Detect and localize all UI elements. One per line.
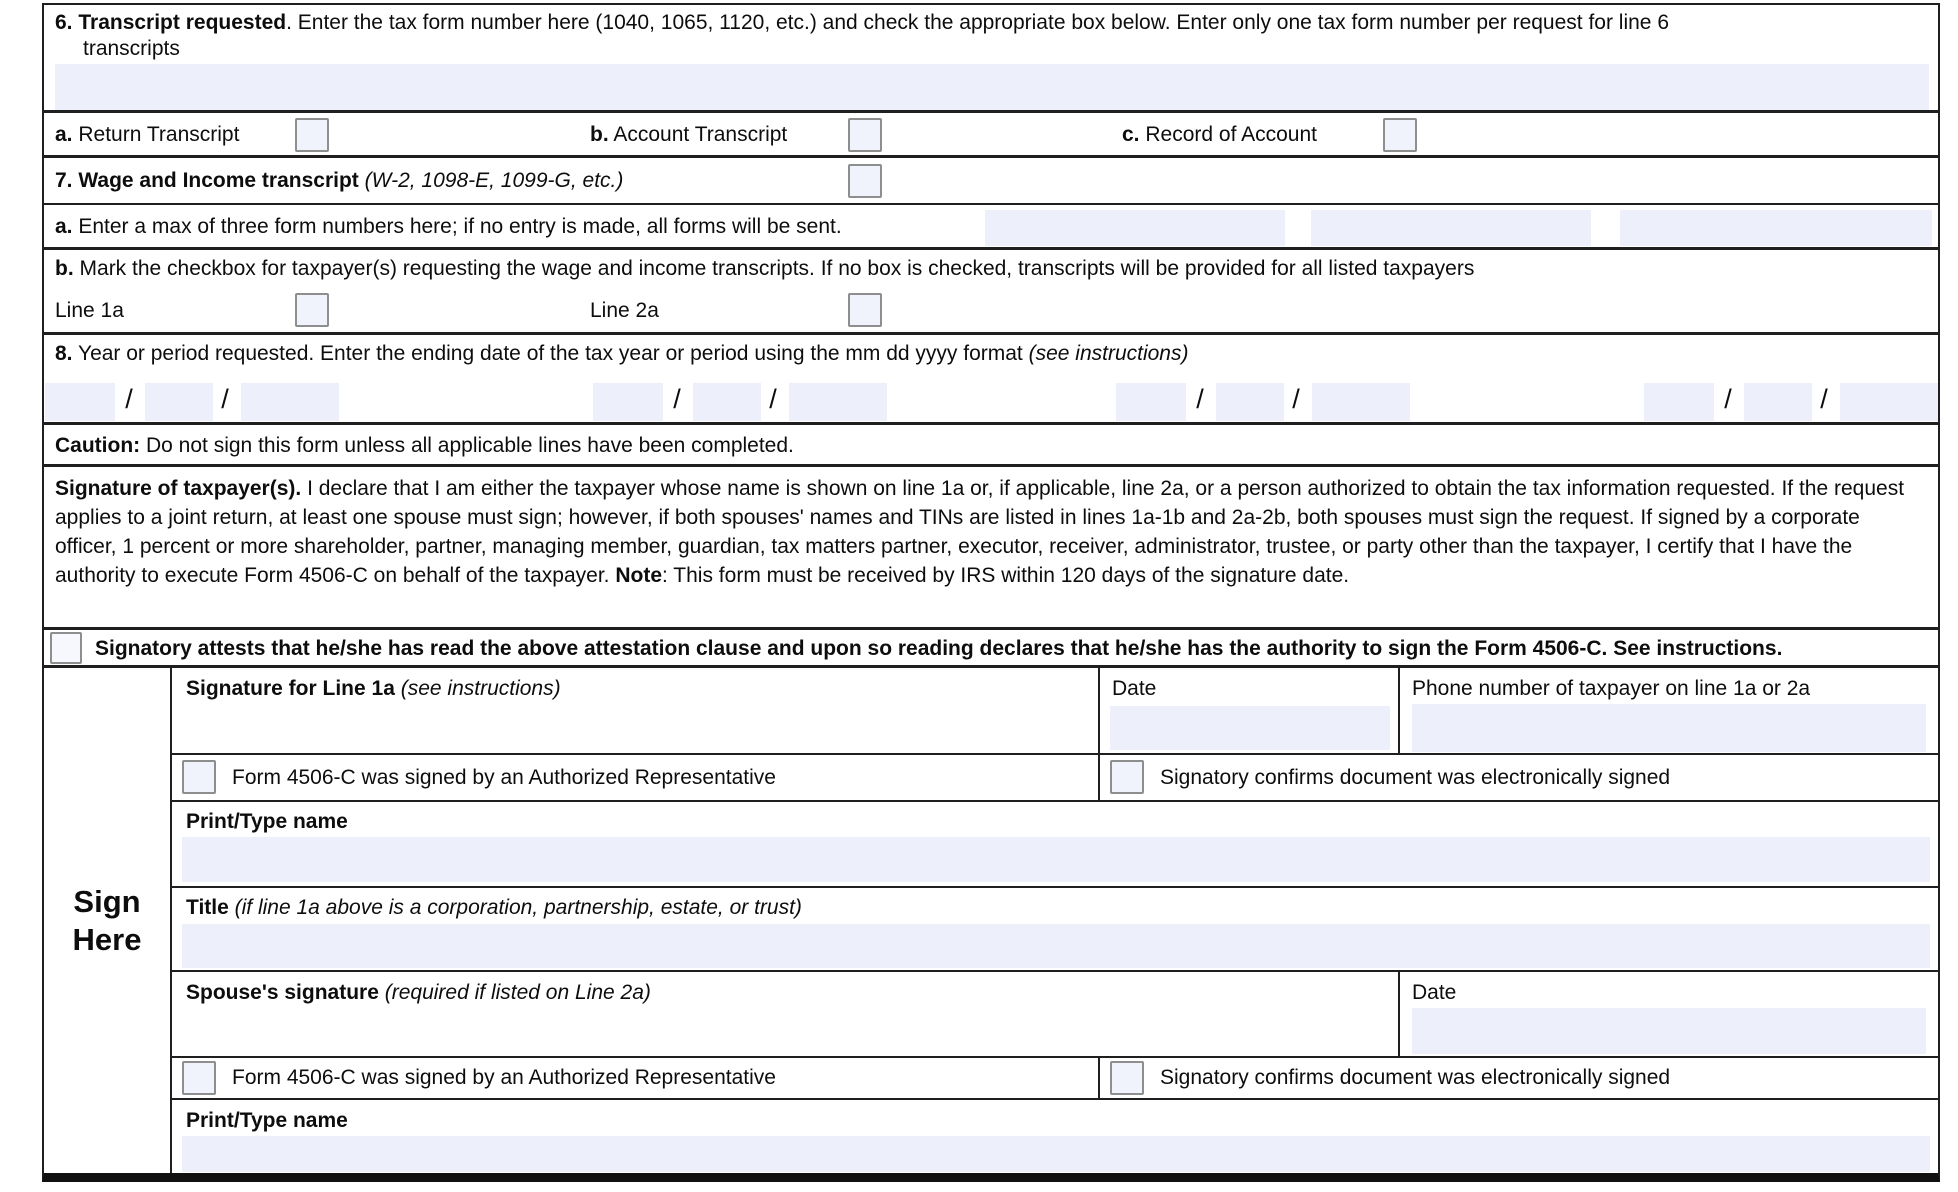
period1-mm-input[interactable]	[45, 383, 115, 421]
form-number-input-2[interactable]	[1311, 210, 1591, 246]
line1a-label: Line 1a	[55, 299, 124, 322]
tax-period-group-1	[45, 383, 339, 421]
taxpayer-phone-input[interactable]	[1412, 704, 1926, 752]
period3-slash-1: /	[1196, 384, 1204, 414]
line7-label	[55, 168, 623, 194]
period2-slash-1: /	[673, 384, 681, 414]
period3-mm-input[interactable]	[1116, 383, 1186, 421]
rep-signed-cell-2	[172, 1058, 1100, 1098]
signature-clause-lead: Signature of taxpayer(s).	[55, 477, 302, 500]
print-name-label-2: Print/Type name	[186, 1109, 348, 1132]
authorized-rep-label-1: Form 4506-C was signed by an Authorized Representative	[232, 766, 776, 789]
period1-slash-2: /	[221, 384, 229, 414]
period3-yyyy-input[interactable]	[1312, 383, 1410, 421]
spouse-date-cell	[1400, 972, 1938, 1056]
transcript-options-row	[44, 113, 1938, 158]
signature-line1a-cell	[172, 668, 1100, 753]
period2-mm-input[interactable]	[593, 383, 663, 421]
line6-instructions: . Enter the tax form number here (1040, 1065, 1120, etc.) and check the appropriate box below. Enter only one tax form number per request for line 6	[286, 11, 1669, 34]
electronic-sign-label-1: Signatory confirms document was electronically signed	[1160, 766, 1671, 789]
account-transcript-label	[590, 122, 787, 148]
line2a-label: Line 2a	[590, 299, 659, 322]
title-bold: Title	[186, 896, 229, 919]
tax-period-group-4	[1644, 383, 1938, 421]
signature-clause-note-label: Note	[615, 564, 663, 587]
period4-yyyy-input[interactable]	[1840, 383, 1938, 421]
spouse-signature-cell	[172, 972, 1400, 1056]
record-of-account-label	[1122, 122, 1317, 148]
spouse-signature-bold: Spouse's signature	[186, 981, 379, 1004]
signature-line1a-bold: Signature for Line 1a	[186, 677, 395, 700]
esign-cell-2	[1100, 1058, 1938, 1098]
record-of-account-text: Record of Account	[1145, 123, 1317, 146]
line7-row	[44, 158, 1938, 205]
line7b-letter: b.	[55, 257, 74, 280]
line1a-checkbox[interactable]	[295, 293, 329, 327]
authorized-rep-label-2: Form 4506-C was signed by an Authorized Representative	[232, 1066, 776, 1089]
attestation-row	[44, 630, 1938, 668]
sig-checkbox-row-1	[172, 755, 1938, 802]
period3-dd-input[interactable]	[1216, 383, 1284, 421]
esign-cell-1	[1100, 755, 1938, 800]
print-name-label-1: Print/Type name	[186, 810, 348, 833]
line7b-instructions: Mark the checkbox for taxpayer(s) requesting the wage and income transcripts. If no box is checked, transcripts will be provided for all listed taxpayers	[79, 257, 1475, 280]
signature-clause-row	[44, 467, 1938, 630]
tax-period-group-2	[593, 383, 887, 421]
caution-body: Do not sign this form unless all applicable lines have been completed.	[146, 434, 794, 457]
period1-yyyy-input[interactable]	[241, 383, 339, 421]
record-of-account-checkbox[interactable]	[1383, 118, 1417, 152]
electronic-sign-checkbox-2[interactable]	[1110, 1061, 1144, 1095]
title-italic: (if line 1a above is a corporation, partnership, estate, or trust)	[234, 896, 802, 919]
print-name-row-2	[172, 1100, 1938, 1173]
print-name-row-1	[172, 802, 1938, 888]
tax-period-group-3	[1116, 383, 1410, 421]
rep-signed-cell-1	[172, 755, 1100, 800]
line6-text	[55, 10, 1935, 36]
line7a-letter: a.	[55, 215, 73, 238]
period1-slash-1: /	[125, 384, 133, 414]
caution-label: Caution:	[55, 434, 141, 457]
tax-form-number-input[interactable]	[55, 64, 1929, 110]
caution-row	[44, 425, 1938, 467]
line7a-row	[44, 205, 1938, 250]
sign-here-column	[44, 668, 172, 1173]
spouse-date-input[interactable]	[1412, 1008, 1926, 1054]
line8-row	[44, 335, 1938, 425]
authorized-rep-checkbox-2[interactable]	[182, 1061, 216, 1095]
period4-slash-2: /	[1820, 384, 1828, 414]
line8-see-instructions: (see instructions)	[1028, 342, 1189, 365]
print-name-input-2[interactable]	[182, 1136, 1930, 1172]
title-row	[172, 888, 1938, 972]
taxpayer-date-input[interactable]	[1110, 706, 1390, 750]
attestation-checkbox[interactable]	[50, 632, 82, 664]
account-transcript-checkbox[interactable]	[848, 118, 882, 152]
line2a-checkbox[interactable]	[848, 293, 882, 327]
authorized-rep-checkbox-1[interactable]	[182, 760, 216, 794]
title-label	[186, 895, 802, 921]
signature-line1a-field[interactable]	[182, 704, 1082, 750]
signature-clause-body: I declare that I am either the taxpayer whose name is shown on line 1a or, if applicable, line 2a, or a person authorized to obtain the tax information requested. If the request applies to a joint return, at least one spouse must sign; however, if both spouses' names and TINs are listed in lines 1a-1b and 2a-2b, both spouses must sign the request. If signed by a corporate officer, 1 percent or more shareholder, partner, managing member, guardian, tax matters partner, executor, receiver, administrator, trustee, or party other than the taxpayer, I certify that I have the authority to execute Form 4506-C on behalf of the taxpayer.	[55, 477, 1905, 587]
line7a-text	[55, 214, 842, 240]
spouse-date-label: Date	[1412, 981, 1457, 1004]
taxpayer-date-cell	[1100, 668, 1400, 753]
line6-row	[44, 5, 1938, 113]
form-number-input-3[interactable]	[1620, 210, 1932, 246]
line7-italic-text: (W-2, 1098-E, 1099-G, etc.)	[364, 169, 624, 192]
line7b-row	[44, 250, 1938, 335]
sign-here-table	[44, 668, 1938, 1173]
electronic-sign-label-2: Signatory confirms document was electronically signed	[1160, 1066, 1671, 1089]
sign-here-word-2: Here	[72, 921, 142, 957]
taxpayer-phone-cell	[1400, 668, 1938, 753]
period3-slash-2: /	[1292, 384, 1300, 414]
account-transcript-letter: b.	[590, 123, 609, 146]
period1-dd-input[interactable]	[145, 383, 213, 421]
return-transcript-text: Return Transcript	[78, 123, 240, 146]
return-transcript-letter: a.	[55, 123, 73, 146]
spouse-signature-field[interactable]	[182, 1008, 1382, 1052]
title-input[interactable]	[182, 924, 1930, 968]
taxpayer-date-label: Date	[1112, 677, 1157, 700]
period2-yyyy-input[interactable]	[789, 383, 887, 421]
line6-text-line2: transcripts	[83, 37, 180, 60]
line7b-text	[55, 256, 1915, 282]
sig-checkbox-row-2	[172, 1058, 1938, 1100]
signature-clause-note-body: : This form must be received by IRS within 120 days of the signature date.	[662, 564, 1350, 587]
spouse-signature-italic: (required if listed on Line 2a)	[384, 981, 651, 1004]
return-transcript-label	[55, 122, 239, 148]
period4-slash-1: /	[1724, 384, 1732, 414]
line8-text	[55, 341, 1188, 367]
sig-row-taxpayer	[172, 668, 1938, 755]
period2-dd-input[interactable]	[693, 383, 761, 421]
line6-label: 6. Transcript requested	[55, 11, 287, 34]
line8-instructions: Year or period requested. Enter the ending date of the tax year or period using the mm dd yyyy format	[77, 342, 1023, 365]
spouse-signature-row	[172, 972, 1938, 1058]
caution-text	[55, 433, 794, 459]
form-number-input-1[interactable]	[985, 210, 1285, 246]
taxpayer-phone-label: Phone number of taxpayer on line 1a or 2a	[1412, 677, 1811, 700]
signature-line1a-label	[186, 676, 561, 702]
line8-number: 8.	[55, 342, 73, 365]
line7a-instructions: Enter a max of three form numbers here; if no entry is made, all forms will be sent.	[78, 215, 842, 238]
attestation-text: Signatory attests that he/she has read the above attestation clause and upon so reading declares that he/she has the authority to sign the Form 4506-C. See instructions.	[95, 637, 1783, 660]
signature-line1a-italic: (see instructions)	[400, 677, 561, 700]
wage-income-transcript-checkbox[interactable]	[848, 164, 882, 198]
spouse-signature-label	[186, 980, 651, 1006]
record-of-account-letter: c.	[1122, 123, 1140, 146]
period2-slash-2: /	[769, 384, 777, 414]
electronic-sign-checkbox-1[interactable]	[1110, 760, 1144, 794]
account-transcript-text: Account Transcript	[613, 123, 788, 146]
sign-here-word-1: Sign	[73, 883, 141, 919]
signature-clause-text	[55, 474, 1921, 590]
period4-dd-input[interactable]	[1744, 383, 1812, 421]
line7-bold-text: 7. Wage and Income transcript	[55, 169, 359, 192]
return-transcript-checkbox[interactable]	[295, 118, 329, 152]
form-body	[42, 3, 1940, 1182]
print-name-input-1[interactable]	[182, 837, 1930, 882]
period4-mm-input[interactable]	[1644, 383, 1714, 421]
